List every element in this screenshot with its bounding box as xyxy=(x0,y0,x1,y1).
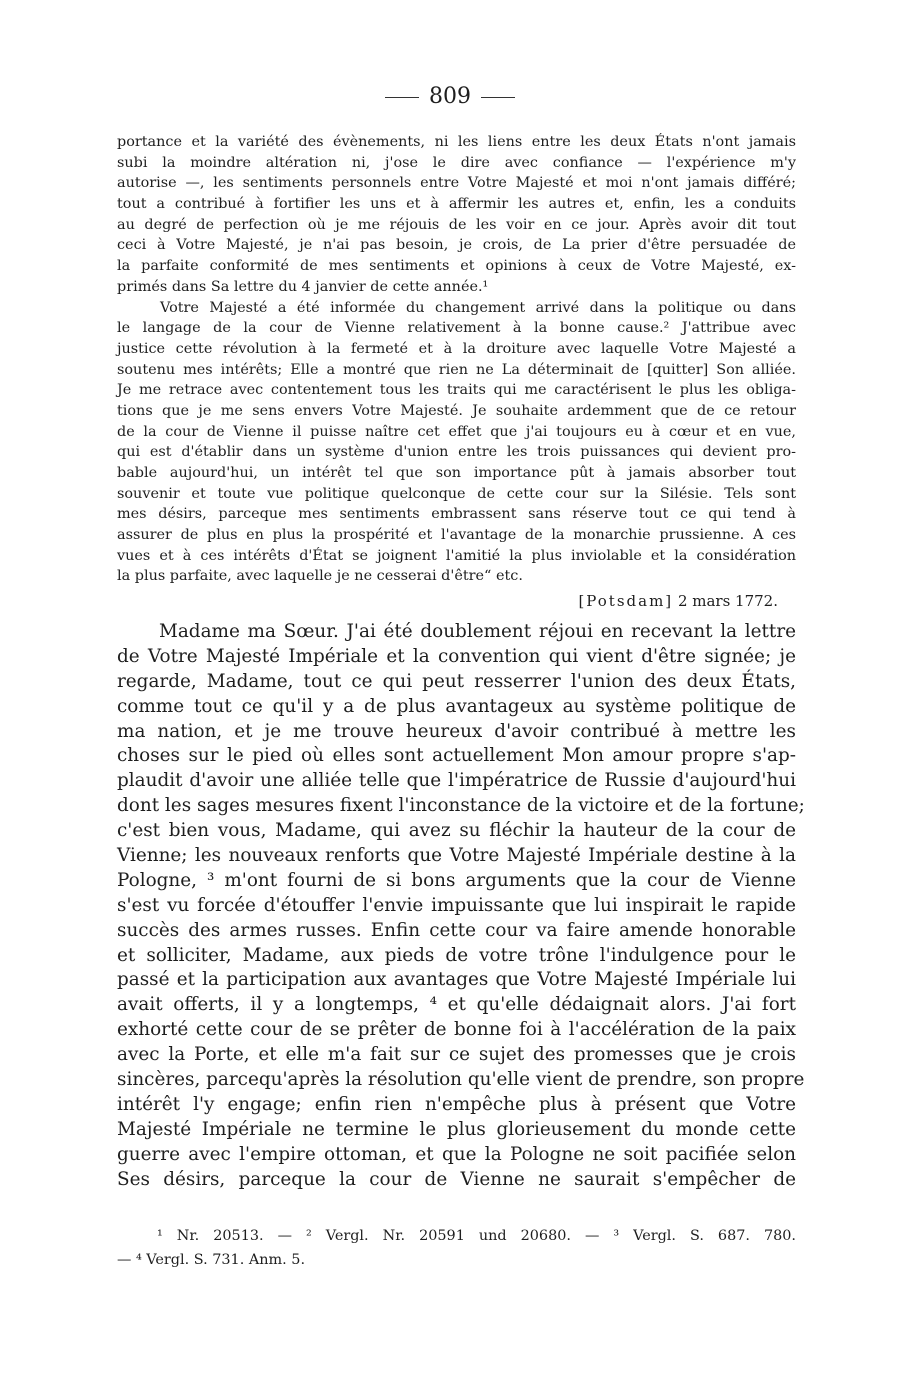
letter-line: tions que je me sens envers Votre Majesté. Je souhaite ardemment que de ce retour xyxy=(117,402,796,419)
main-line: intérêt l'y engage; enfin rien n'empêche plus à présent que Votre xyxy=(117,1093,796,1115)
letter-line: portance et la variété des évènements, ni les liens entre les deux États n'ont jamais xyxy=(117,134,796,150)
main-line: et solliciter, Madame, aux pieds de votre trône l'indulgence pour le xyxy=(117,944,796,966)
page-number: 809 xyxy=(429,84,471,109)
main-line: Majesté Impériale ne termine le plus glorieusement du monde cette xyxy=(117,1118,796,1140)
main-line: dont les sages mesures fixent l'inconstance de la victoire et de la fortune; xyxy=(117,795,805,817)
letter-line: assurer de plus en plus la prospérité et l'avantage de la monarchie prussienne. A ces xyxy=(117,527,796,544)
letter-line: qui est d'établir dans un système d'union entre les trois puissances qui devient pro- xyxy=(117,444,796,461)
main-line: exhorté cette cour de se prêter de bonne foi à l'accélération de la paix xyxy=(117,1019,796,1041)
letter-line: Votre Majesté a été informée du changement arrivé dans la politique ou dans xyxy=(160,299,796,316)
page-header xyxy=(0,84,900,110)
main-line: avec la Porte, et elle m'a fait sur ce sujet des promesses que je crois xyxy=(117,1044,796,1066)
letter-line: Je me retrace avec contentement tous les traits qui me caractérisent le plus les obliga- xyxy=(117,382,796,399)
letter-line: subi la moindre altération ni, j'ose le dire avec confiance — l'expérience m'y xyxy=(117,154,796,171)
main-line: s'est vu forcée d'étouffer l'envie impuissante que lui inspirait le rapide xyxy=(117,894,796,916)
dateline-date: 2 mars 1772. xyxy=(677,592,778,610)
main-line: ma nation, et je me trouve heureux d'avoir contribué à mettre les xyxy=(117,720,796,742)
footnote-line: — ⁴ Vergl. S. 731. Anm. 5. xyxy=(117,1252,306,1268)
main-line: comme tout ce qu'il y a de plus avantageux au système politique de xyxy=(117,695,796,717)
main-line: avait offerts, il y a longtemps, ⁴ et qu'elle dédaignait alors. J'ai fort xyxy=(117,994,796,1016)
main-line: plaudit d'avoir une alliée telle que l'impératrice de Russie d'aujourd'hui xyxy=(117,770,796,792)
letter-excerpt xyxy=(117,132,796,587)
letter-main-text xyxy=(117,620,805,1192)
main-line: sincères, parcequ'après la résolution qu'elle vient de prendre, son propre xyxy=(117,1069,805,1091)
header-rule-right xyxy=(481,97,515,98)
letter-line: la plus parfaite, avec laquelle je ne cesserai d'être“ etc. xyxy=(117,568,523,585)
main-line: Pologne, ³ m'ont fourni de si bons arguments que la cour de Vienne xyxy=(117,869,796,891)
main-line: Vienne; les nouveaux renforts que Votre Majesté Impériale destine à la xyxy=(117,845,796,867)
header-rule-left xyxy=(385,97,419,98)
main-line: Madame ma Sœur. J'ai été doublement réjoui en recevant la lettre xyxy=(159,621,796,642)
letter-line: autorise —, les sentiments personnels entre Votre Majesté et moi n'ont jamais différé; xyxy=(117,175,796,192)
main-line: succès des armes russes. Enfin cette cour va faire amende honorable xyxy=(117,919,796,941)
letter-line: bable aujourd'hui, un intérêt tel que son importance pût à jamais absorber tout xyxy=(117,465,796,481)
letter-line: tout a contribué à fortifier les uns et à affermir les autres et, enfin, les a conduits xyxy=(117,196,796,213)
main-line: Ses désirs, parceque la cour de Vienne ne saurait s'empêcher de xyxy=(117,1168,796,1190)
letter-line: souvenir et toute vue politique quelconque de cette cour sur la Silésie. Tels sont xyxy=(117,485,796,502)
footnote-line: ¹ Nr. 20513. — ² Vergl. Nr. 20591 und 20680. — ³ Vergl. S. 687. 780. xyxy=(157,1228,796,1244)
letter-line: vues et à ces intérêts d'État se joignent l'amitié la plus inviolable et la considération xyxy=(117,547,796,564)
main-line: passé et la participation aux avantages que Votre Majesté Impériale lui xyxy=(117,969,796,991)
letter-line: la parfaite conformité de mes sentiments et opinions à ceux de Votre Majesté, ex- xyxy=(117,258,796,275)
main-line: guerre avec l'empire ottoman, et que la Pologne ne soit pacifiée selon xyxy=(117,1143,796,1165)
letter-line: au degré de perfection où je me réjouis de les voir en ce jour. Après avoir dit tout xyxy=(117,216,796,233)
letter-line: justice cette révolution à la fermeté et à la droiture avec laquelle Votre Majesté a xyxy=(117,340,796,357)
main-line: c'est bien vous, Madame, qui avez su fléchir la hauteur de la cour de xyxy=(117,820,796,842)
letter-line: le langage de la cour de Vienne relativement à la bonne cause.² J'attribue avec xyxy=(117,320,796,337)
letter-line: primés dans Sa lettre du 4 janvier de cette année.¹ xyxy=(117,278,489,295)
footnotes xyxy=(117,1224,796,1272)
main-line: regarde, Madame, tout ce qui peut resserrer l'union des deux États, xyxy=(117,670,796,692)
dateline-place: [Potsdam] xyxy=(578,592,674,610)
letter-line: mes désirs, parceque mes sentiments embrassent sans réserve tout ce qui tend à xyxy=(117,506,796,523)
main-line: de Votre Majesté Impériale et la convention qui vient d'être signée; je xyxy=(117,645,796,667)
letter-line: de la cour de Vienne il puisse naître cet effet que j'ai toujours eu à cœur et en vue, xyxy=(117,423,796,440)
main-line: choses sur le pied où elles sont actuellement Mon amour propre s'ap- xyxy=(117,745,796,767)
letter-line: soutenu mes intérêts; Elle a montré que rien ne La déterminait de [quitter] Son alliée. xyxy=(117,361,796,378)
dateline xyxy=(578,590,778,612)
letter-line: ceci à Votre Majesté, je n'ai pas besoin, je crois, de La prier d'être persuadée de xyxy=(117,237,796,254)
